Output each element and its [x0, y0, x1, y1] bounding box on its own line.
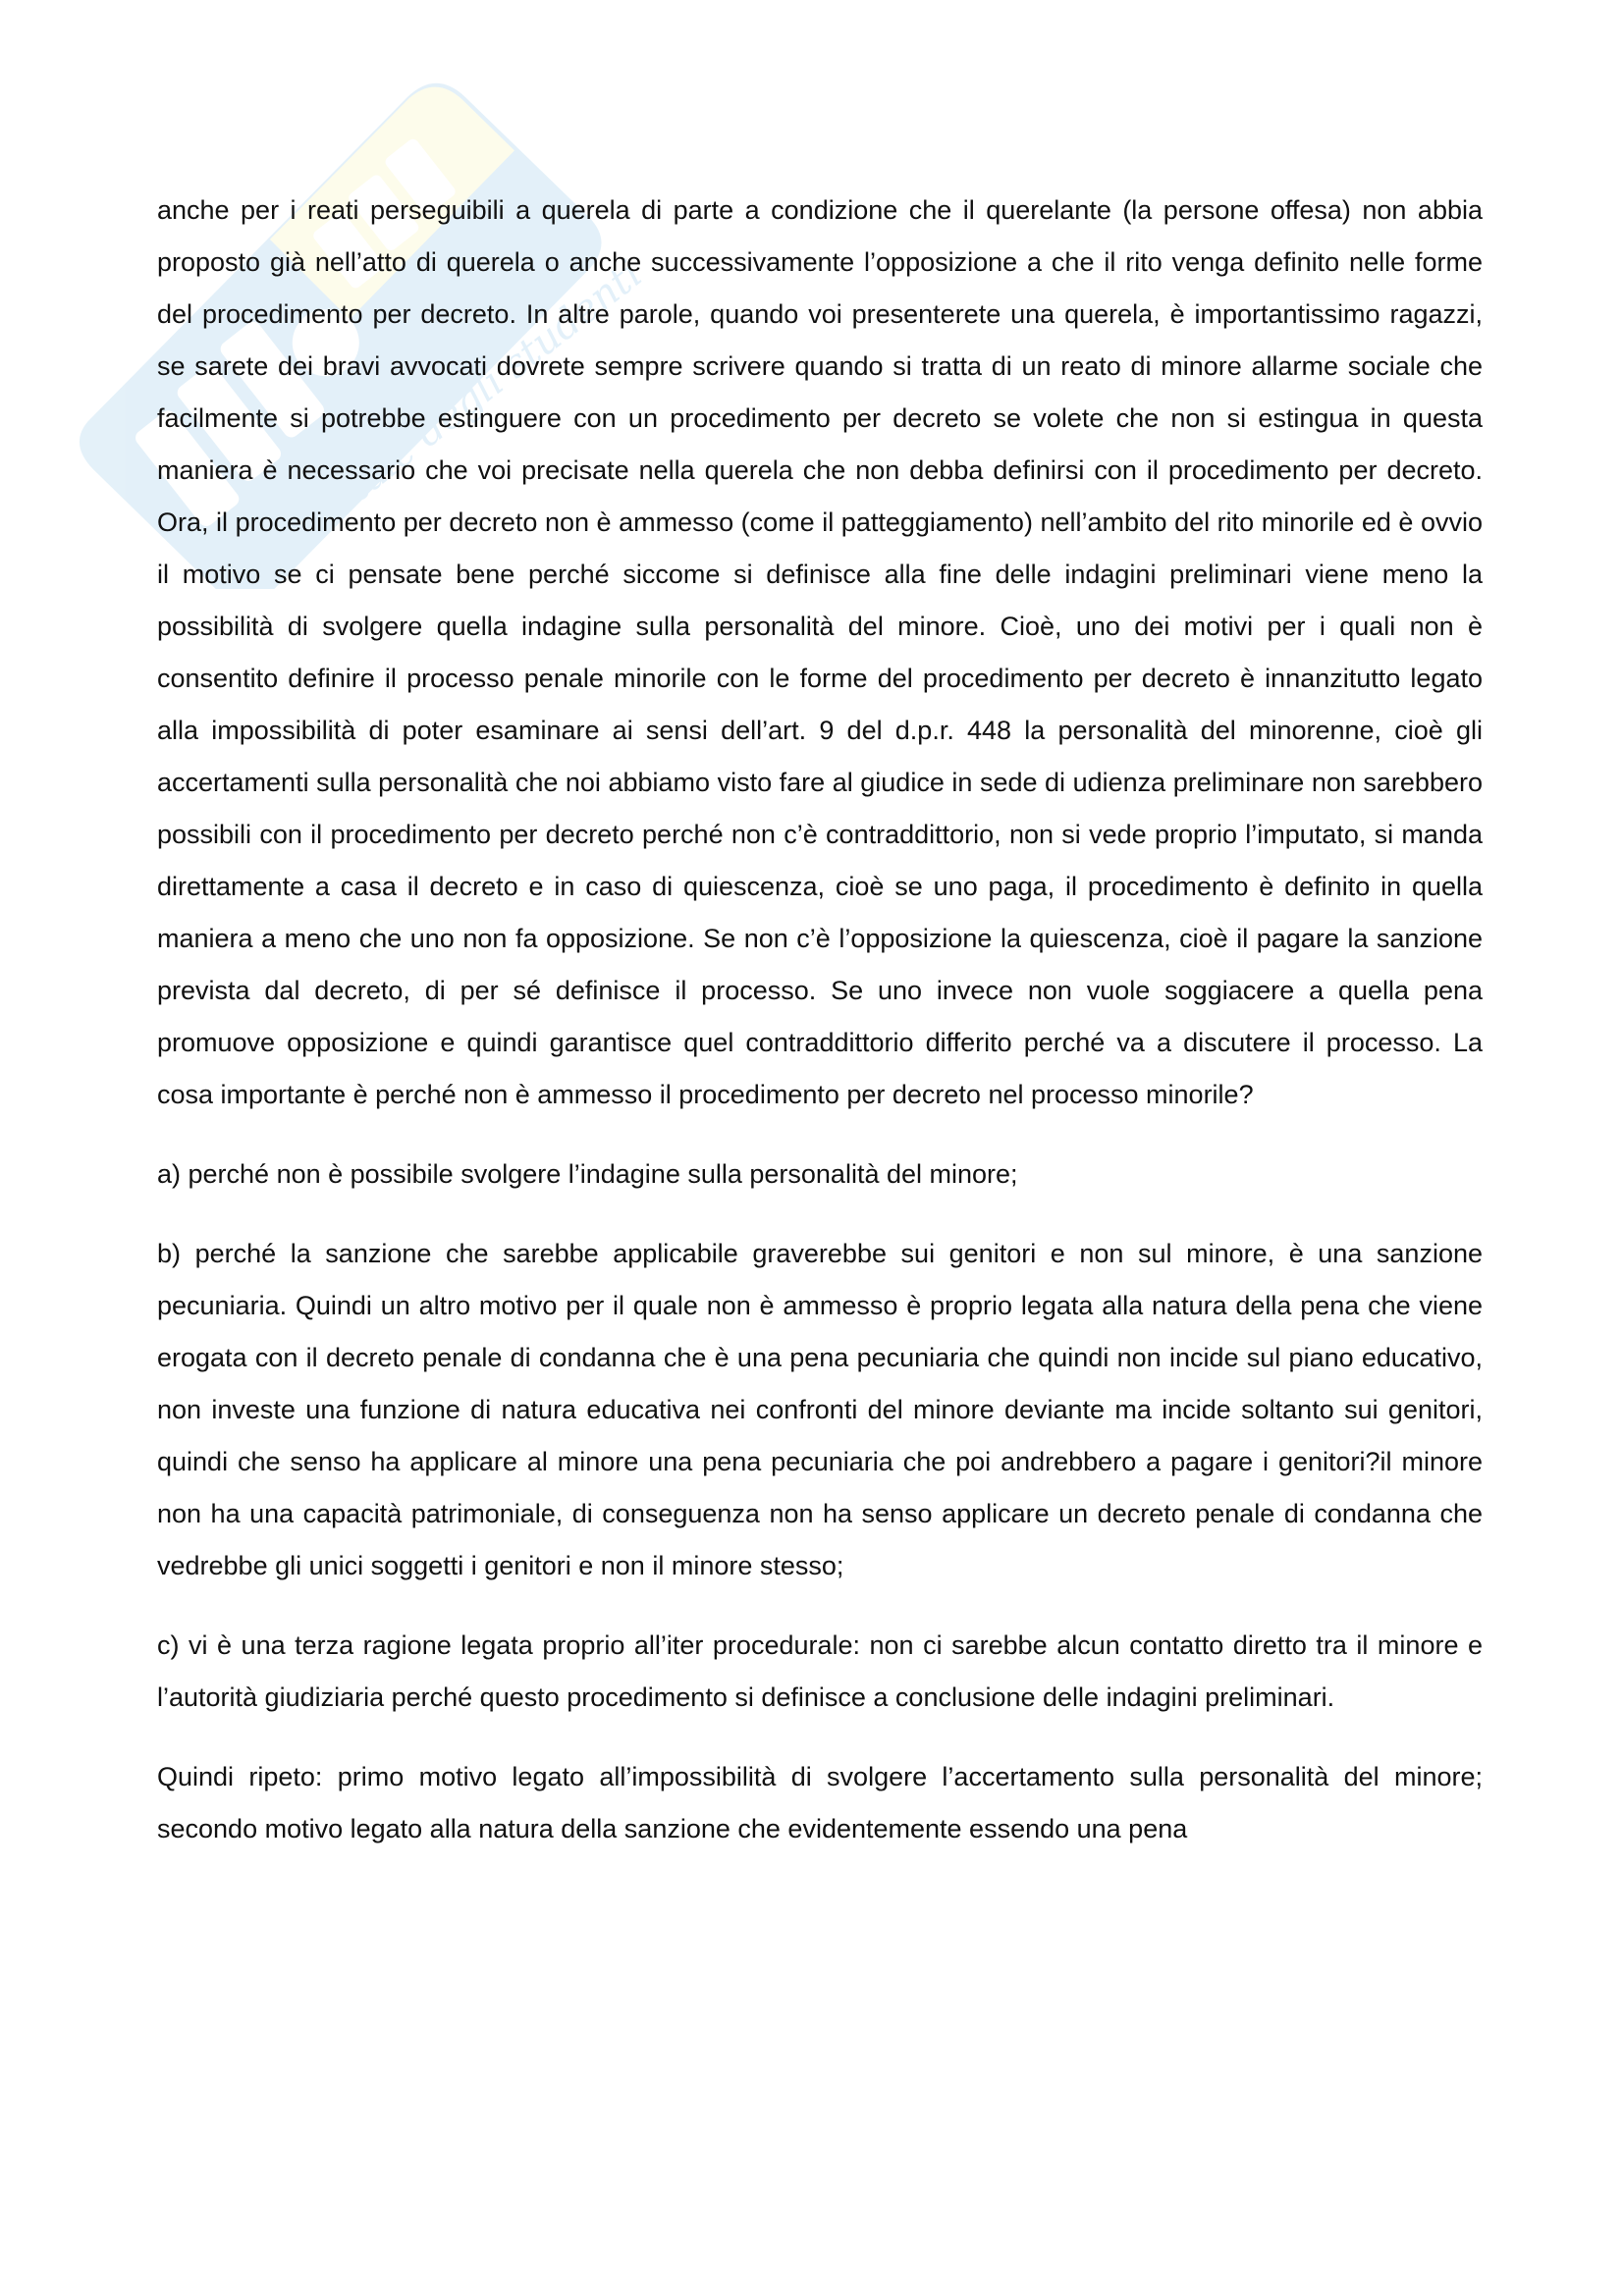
paragraph-summary: Quindi ripeto: primo motivo legato all’impossibilità di svolgere l’accertamento sulla personalità del minore; secondo motivo legato alla natura della sanzione che evidentemente essendo una pena	[157, 1762, 1483, 1843]
paragraph-reason-c: c) vi è una terza ragione legata proprio all’iter procedurale: non ci sarebbe alcun contatto diretto tra il minore e l’autorità giudiziaria perché questo procedimento si definisce a conclusione delle indagini preliminari.	[157, 1630, 1483, 1712]
watermark-tagline: il portale degli studenti	[254, 251, 651, 575]
paragraph-main: anche per i reati perseguibili a querela di parte a condizione che il querelante (la persone offesa) non abbia proposto già nell’atto di querela o anche successivamente l’opposizione a che il rito venga definito nelle forme del procedimento per decreto. In altre parole, quando voi presenterete una querela, è importantissimo ragazzi, se sarete dei bravi avvocati dovrete sempre scrivere quando si tratta di un reato di minore allarme sociale che facilmente si potrebbe estinguere con un procedimento per decreto se volete che non si estingua in questa maniera è necessario che voi precisate nella querela che non debba definirsi con il procedimento per decreto. Ora, il procedimento per decreto non è ammesso (come il patteggiamento) nell’ambito del rito minorile ed è ovvio il motivo se ci pensate bene perché siccome si definisce alla fine delle indagini preliminari viene meno la possibilità di svolgere quella indagine sulla personalità del minore. Cioè, uno dei motivi per i quali non è consentito definire il processo penale minorile con le forme del procedimento per decreto è innanzitutto legato alla impossibilità di poter esaminare ai sensi dell’art. 9 del d.p.r. 448 la personalità del minorenne, cioè gli accertamenti sulla personalità che noi abbiamo visto fare al giudice in sede di udienza preliminare non sarebbero possibili con il procedimento per decreto perché non c’è contraddittorio, non si vede proprio l’imputato, si manda direttamente a casa il decreto e in caso di quiescenza, cioè se uno paga, il procedimento è definito in quella maniera a meno che uno non fa opposizione. Se non c’è l’opposizione la quiescenza, cioè il pagare la sanzione prevista dal decreto, di per sé definisce il processo. Se uno invece non vuole soggiacere a quella pena promuove opposizione e quindi garantisce quel contraddittorio differito perché va a discutere il processo. La cosa importante è perché non è ammesso il procedimento per decreto nel processo minorile?	[157, 195, 1483, 1109]
document-body	[157, 185, 1483, 1883]
paragraph-reason-a: a) perché non è possibile svolgere l’indagine sulla personalità del minore;	[157, 1159, 1018, 1189]
paragraph-reason-b: b) perché la sanzione che sarebbe applicabile graverebbe sui genitori e non sul minore, è una sanzione pecuniaria. Quindi un altro motivo per il quale non è ammesso è proprio legata alla natura della pena che viene erogata con il decreto penale di condanna che è una pena pecuniaria che quindi non incide sul piano educativo, non investe una funzione di natura educativa nei confronti del minore deviante ma incide soltanto sui genitori, quindi che senso ha applicare al minore una pena pecuniaria che poi andrebbero a pagare i genitori?il minore non ha una capacità patrimoniale, di conseguenza non ha senso applicare un decreto penale di condanna che vedrebbe gli unici soggetti i genitori e non il minore stesso;	[157, 1239, 1483, 1580]
